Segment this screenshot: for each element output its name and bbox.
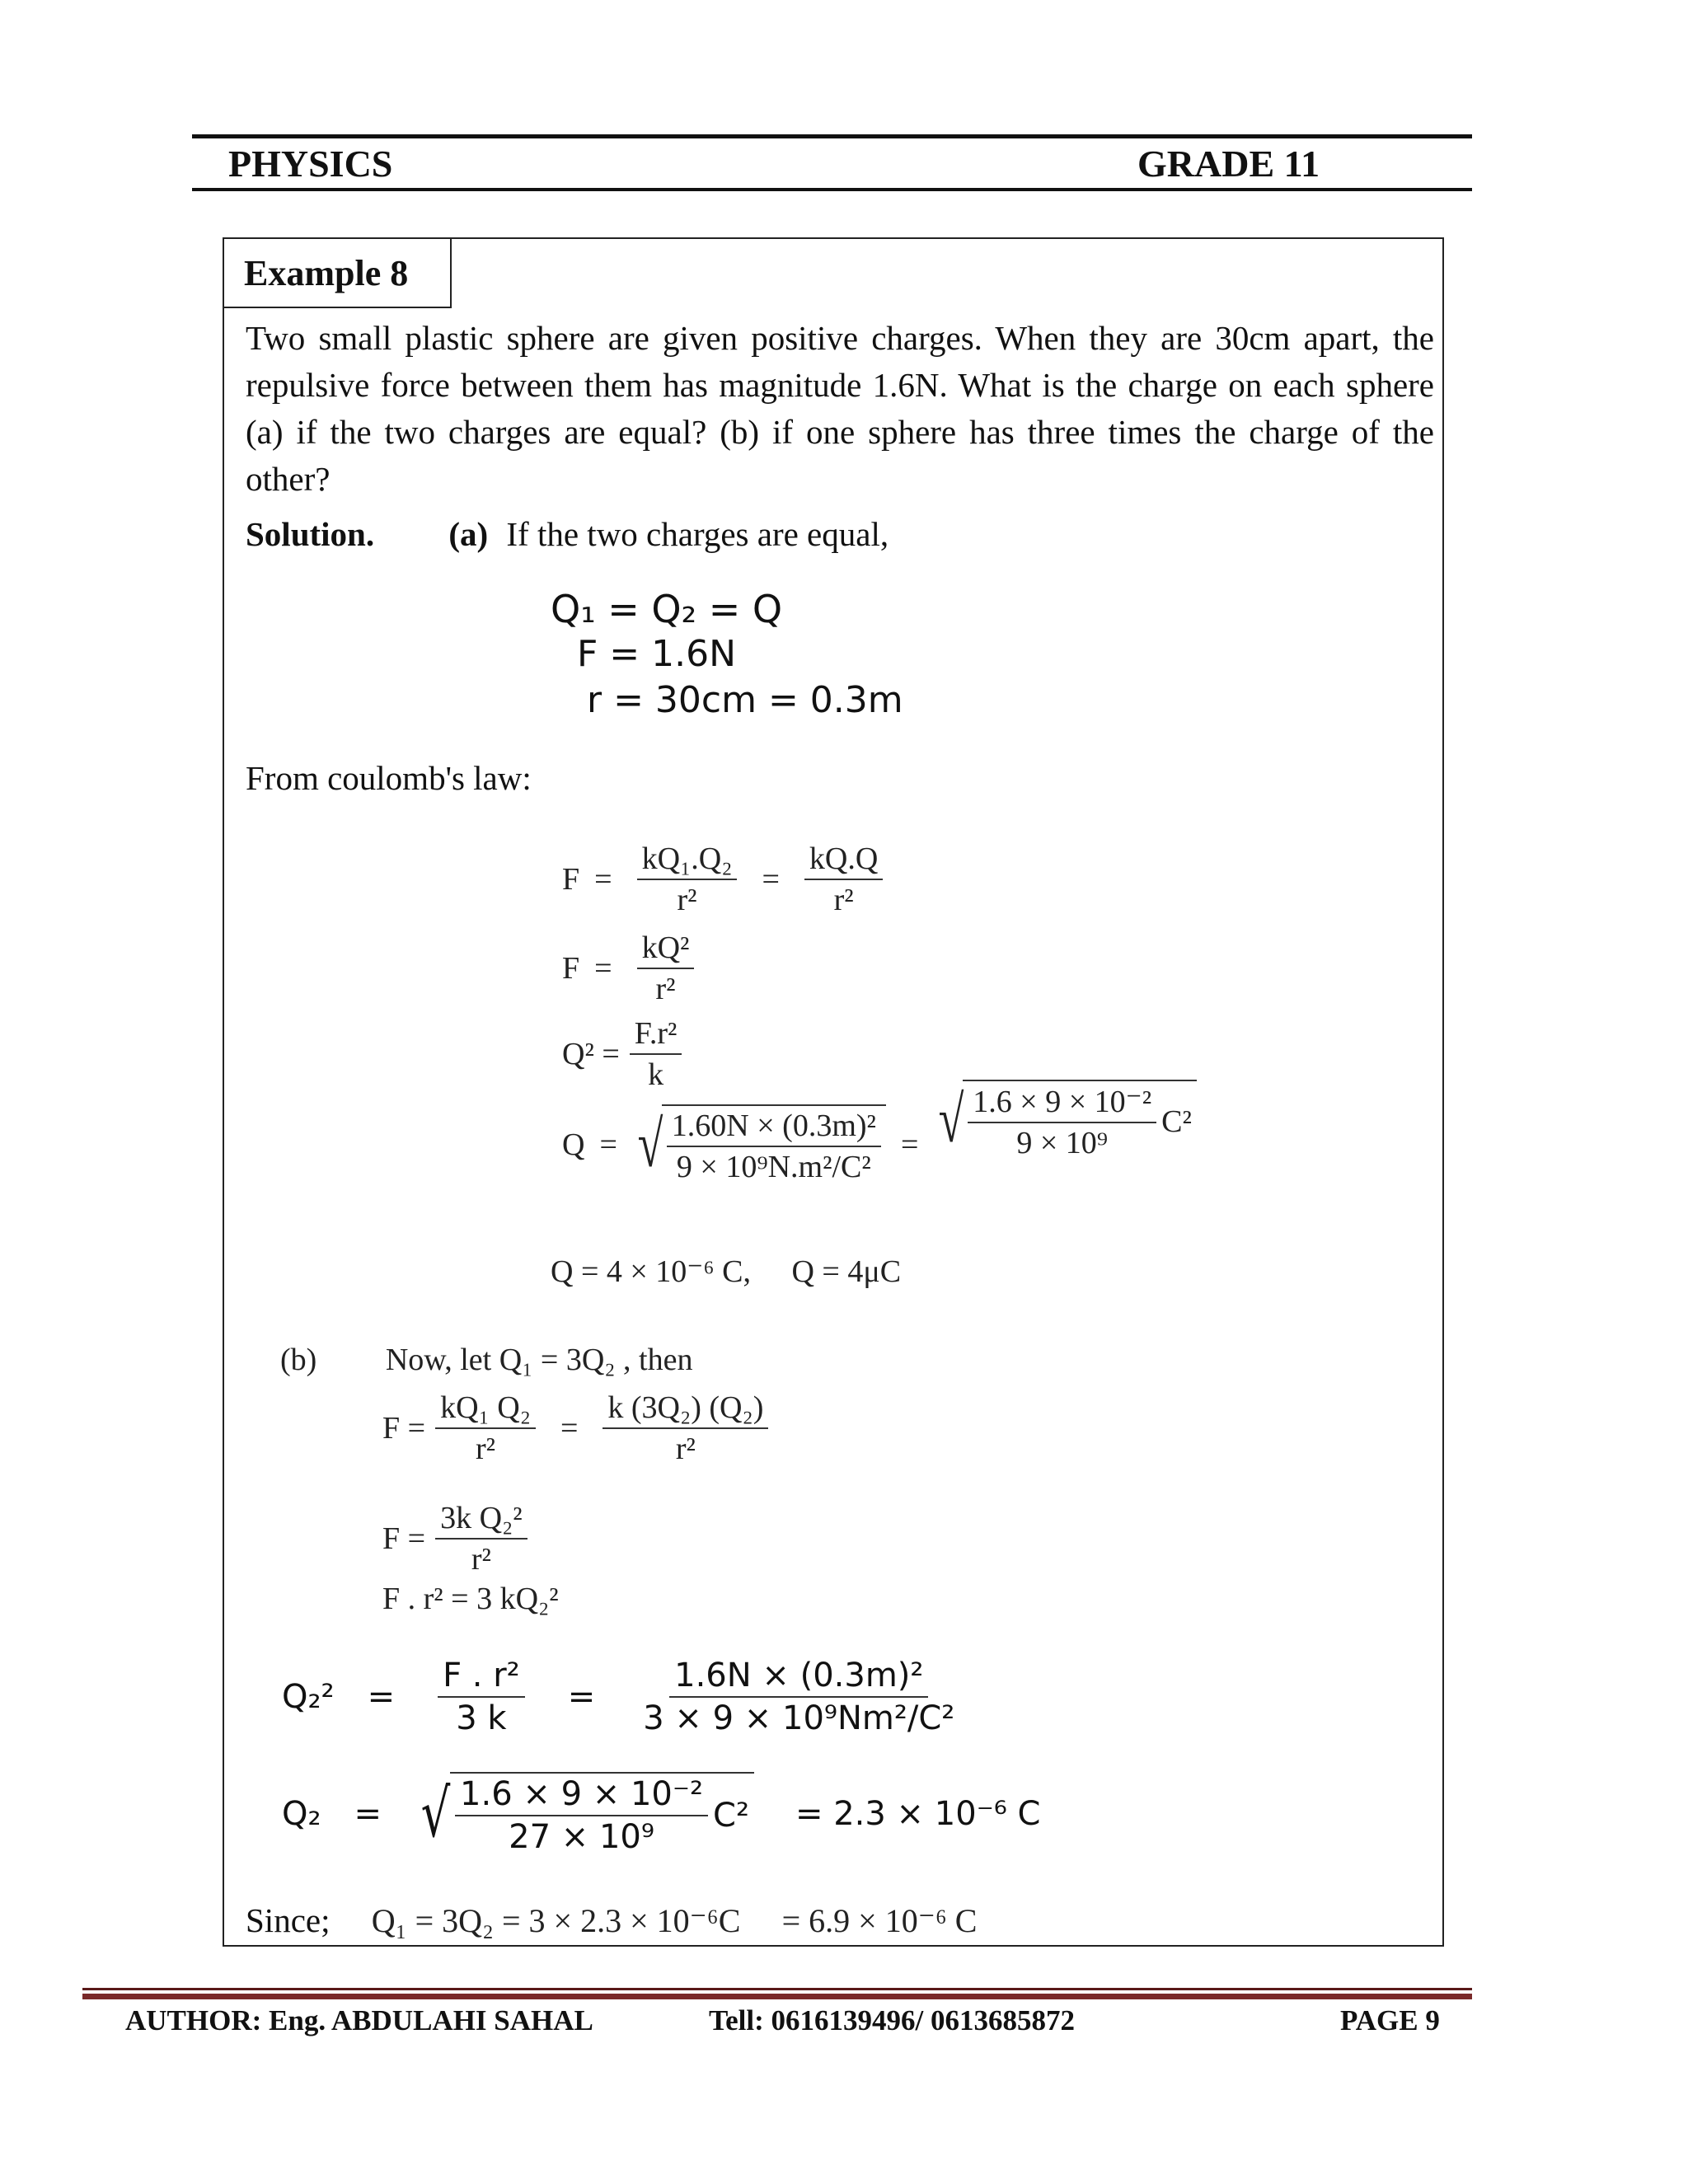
b-eq2-fraction [435, 1500, 528, 1577]
a-eq3-num: F.r² [630, 1015, 682, 1055]
a-eq1-num1: kQ₁.Q₂ [637, 841, 738, 880]
footer-rule-thin [82, 1988, 1472, 1990]
b-eq5-root: √ $\frac{\text{1.6 × 9 × 10⁻²}}{\text{27 × 10⁹}}$ C² [415, 1772, 754, 1856]
header-grade: GRADE 11 [1137, 143, 1320, 185]
b-eq4-den2: 3 × 9 × 10⁹Nm²/C² [643, 1699, 955, 1737]
b-eq2-lhs: F = [382, 1521, 426, 1556]
footer-author: AUTHOR: Eng. ABDULAHI SAHAL [125, 2004, 593, 2036]
b-eq5-den: 27 × 10⁹ [509, 1818, 654, 1856]
b-equation-2 [382, 1500, 537, 1577]
a-result-micro: Q = 4μC [791, 1254, 902, 1289]
b-eq1-num1: kQ₁ Q₂ [435, 1390, 536, 1429]
footer-tel: Tell: 0616139496/ 0613685872 [709, 2004, 1075, 2036]
b-eq5-lhs: Q₂ [282, 1795, 321, 1833]
header-subject: PHYSICS [228, 143, 393, 185]
header-top-rule [192, 134, 1472, 138]
solution-line [246, 514, 889, 554]
b-eq4-num1: F . r² [438, 1657, 525, 1698]
b-eq5-equals: = [354, 1795, 382, 1833]
a-result [551, 1253, 901, 1290]
b-eq1-fraction-1 [435, 1390, 536, 1467]
a-eq1-den1: r² [677, 883, 697, 917]
a-result-scientific: Q = 4 × 10⁻⁶ C, [551, 1254, 751, 1289]
a-eq2-equals: = [594, 951, 612, 986]
a-eq1-lhs: F [562, 862, 580, 897]
a-eq4-root-1: √ $\frac{\text{1.60N × (0.3m)²}}{\text{9 × 10⁹N.m²/C²}}$ [632, 1104, 886, 1185]
a-eq4-equals-2: = [900, 1127, 919, 1162]
b-eq1-den2: r² [675, 1432, 696, 1466]
a-equation-2 [562, 930, 704, 1007]
a-eq3-lhs: Q² = [562, 1037, 620, 1071]
a-eq4-den1: 9 × 10⁹N.m²/C² [676, 1150, 871, 1184]
a-eq1-equals: = [594, 862, 612, 897]
a-eq1-fraction-1 [637, 841, 738, 918]
a-eq2-fraction [637, 930, 695, 1007]
a-eq1-den2: r² [833, 883, 854, 917]
b-eq4-fraction-1 [438, 1657, 525, 1737]
example-label: Example 8 [223, 237, 452, 308]
b-eq4-lhs: Q₂² [282, 1678, 335, 1716]
b-equation-5 [282, 1772, 1040, 1856]
a-eq4-unit: C² [1161, 1104, 1192, 1139]
a-eq1-equals-2: = [762, 862, 780, 897]
b-eq2-num: 3k Q₂² [435, 1500, 528, 1540]
part-a-text: If the two charges are equal, [506, 515, 889, 553]
a-eq2-num: kQ² [637, 930, 695, 969]
b-intro [280, 1342, 692, 1378]
b-eq4-fraction-2 [638, 1657, 959, 1737]
a-eq4-num1: 1.60N × (0.3m)² [667, 1108, 881, 1147]
a-eq4-equals: = [599, 1127, 617, 1162]
b-equation-4 [282, 1657, 969, 1737]
a-eq2-den: r² [655, 972, 676, 1006]
coulomb-intro: From coulomb's law: [246, 759, 532, 797]
b-eq1-lhs: F = [382, 1411, 426, 1446]
b-eq4-num2: 1.6N × (0.3m)² [669, 1657, 928, 1698]
problem-text: Two small plastic sphere are given positive charges. When they are 30cm apart, the repulsive force between them has magnitude 1.6N. What is the charge on each sphere (a) if the two charges are equal? (b) if one sphere has three times the charge of the other? [246, 319, 1434, 498]
a-eq1-num2: kQ.Q [804, 841, 883, 880]
a-eq3-den: k [648, 1057, 664, 1092]
part-b-label: (b) [280, 1343, 317, 1377]
since-result: = 6.9 × 10⁻⁶ C [781, 1902, 978, 1939]
a-equation-1 [562, 841, 893, 918]
a-eq3-fraction [630, 1015, 682, 1093]
b-eq5-unit: C² [713, 1797, 749, 1835]
since-line [246, 1900, 977, 1940]
a-eq2-lhs: F [562, 951, 580, 986]
solution-label: Solution. [246, 515, 375, 553]
b-eq1-num2: k (3Q₂) (Q₂) [603, 1390, 768, 1429]
a-equation-3 [562, 1015, 692, 1093]
b-eq1-fraction-2 [603, 1390, 768, 1467]
a-eq4-root-2: √ $\frac{\text{1.6 × 9 × 10⁻²}}{\text{9 × 10⁹}}$ C² [933, 1080, 1196, 1161]
part-b-text: Now, let Q₁ = 3Q₂ , then [385, 1343, 693, 1377]
b-eq5-num: 1.6 × 9 × 10⁻² [455, 1775, 708, 1816]
b-eq1-den1: r² [476, 1432, 496, 1466]
a-eq4-num2: 1.6 × 9 × 10⁻² [968, 1083, 1156, 1123]
header-bottom-rule [192, 188, 1472, 191]
b-eq4-den1: 3 k [456, 1699, 507, 1737]
b-eq4-equals: = [367, 1678, 396, 1716]
since-label: Since; [246, 1901, 331, 1939]
a-eq4-den2: 9 × 10⁹ [1016, 1125, 1109, 1160]
part-a-label: (a) [448, 515, 489, 553]
given-2: F = 1.6N [577, 633, 737, 675]
b-equation-3: F . r² = 3 kQ₂² [382, 1582, 559, 1616]
a-eq1-fraction-2 [804, 841, 883, 918]
a-equation-4 [562, 1084, 1197, 1185]
footer-page: PAGE 9 [1340, 2004, 1440, 2036]
since-expression: Q₁ = 3Q₂ = 3 × 2.3 × 10⁻⁶C [371, 1902, 741, 1939]
b-eq2-den: r² [471, 1542, 491, 1577]
given-1: Q₁ = Q₂ = Q [551, 587, 783, 631]
footer-rule-thick [82, 1994, 1472, 1999]
b-equation-1: F = $\frac{\text{kQ₁ Q₂}}{\text{r²}}$ = $\frac{\text{k (3Q₂) (Q₂)}}{\text{r²}}$ [382, 1390, 778, 1467]
given-3: r = 30cm = 0.3m [587, 679, 903, 721]
b-eq5-result: = 2.3 × 10⁻⁶ C [795, 1795, 1041, 1833]
b-eq4-equals-2: = [567, 1678, 596, 1716]
a-eq4-lhs: Q [562, 1127, 585, 1162]
